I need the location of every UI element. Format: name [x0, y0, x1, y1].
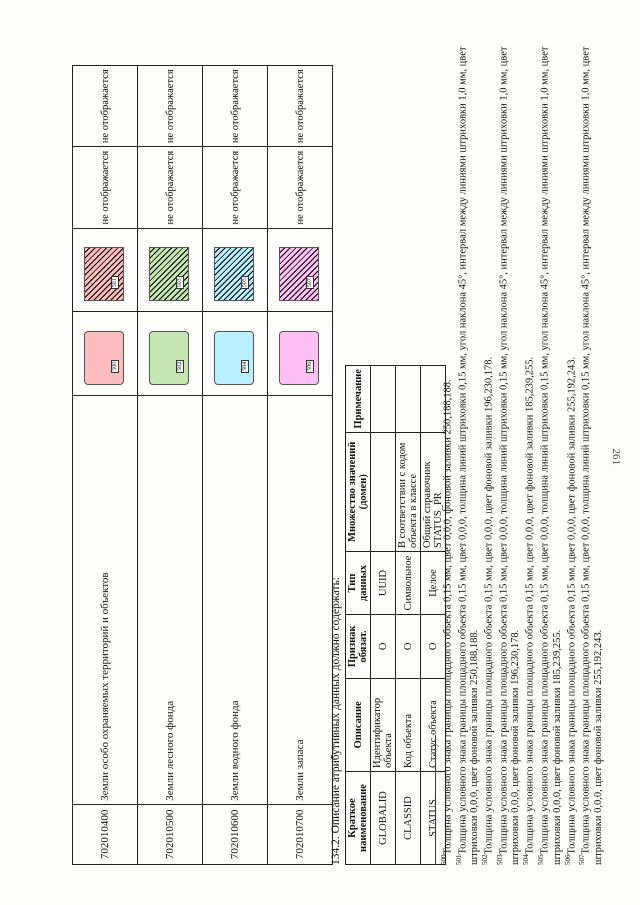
footnote-number: 504 — [522, 854, 531, 865]
fill-swatch — [149, 331, 189, 385]
table-cell: CLASSID — [396, 771, 421, 864]
footnote — [537, 5, 564, 865]
column-header: Краткое наименование — [346, 771, 371, 864]
hatch-symbol-cell — [203, 228, 268, 311]
footnote-text: Толщина условного знака границы площадного объекта 0,15 мм, цвет 0,0,0, цвет фоновой заливки 185,239,255. — [524, 356, 536, 855]
column-header: Множество значений (домен) — [346, 432, 371, 551]
hatch-symbol-cell — [138, 228, 203, 311]
not-displayed: не отображается — [73, 147, 138, 228]
object-code: 702010700 — [268, 804, 333, 864]
attribute-table — [345, 365, 446, 865]
footnote-ref: 502 — [177, 361, 183, 371]
table-cell: Код объекта — [396, 678, 421, 771]
attr-intro: 134.2. Описание атрибутивных данных должно содержать: — [330, 576, 342, 865]
footnote — [455, 5, 482, 865]
footnote-number: 500 — [440, 854, 448, 865]
footnote-ref: 507 — [307, 278, 313, 288]
footnote-rule — [435, 735, 436, 865]
table-cell: Целое — [421, 551, 446, 614]
table-cell — [396, 366, 421, 433]
table-cell — [371, 432, 396, 551]
table-cell: В соответствии с кодом объекта в классе — [396, 432, 421, 551]
footnote-text: Толщина условного знака границы площадного объекта 0,15 мм, цвет 0,0,0, цвет фоновой заливки 196,230,178. — [483, 356, 495, 855]
footnote-number: 507 — [578, 854, 587, 865]
page-number: 261 — [610, 448, 622, 465]
table-cell: STATUS — [421, 771, 446, 864]
footnote-text: Толщина условного знака границы площадного объекта 0,15 мм, цвет 0,0,0, цвет фоновой заливки 255,192,243. — [566, 356, 578, 855]
table-row — [268, 66, 333, 865]
symbol-table — [72, 65, 333, 865]
footnote-number: 506 — [563, 854, 572, 865]
hatch-swatch — [149, 247, 189, 301]
not-displayed: не отображается — [203, 147, 268, 228]
object-name: Земли водного фонда — [203, 395, 268, 804]
table-row — [138, 66, 203, 865]
object-code: 702010600 — [203, 804, 268, 864]
table-cell: UUID — [371, 551, 396, 614]
table-cell: Статус объекта — [421, 678, 446, 771]
table-cell — [371, 366, 396, 433]
table-cell: GLOBALID — [371, 771, 396, 864]
footnote-text: Толщина условного знака границы площадного объекта 0,15 мм, цвет 0,0,0, толщина линий штриховки 0,15 мм, угол наклона 45°, интервал между линиями штриховки 1,0 мм, цвет штриховки 0,0,0, цвет фоновой заливки 185,239,255. — [539, 46, 563, 865]
table-row — [73, 66, 138, 865]
object-code: 702010400 — [73, 804, 138, 864]
fill-swatch — [279, 331, 319, 385]
footnote — [496, 5, 523, 865]
footnote-text: Толщина условного знака границы площадного объекта 0,15 мм, цвет 0,0,0, толщина линий штриховки 0,15 мм, угол наклона 45°, интервал между линиями штриховки 1,0 мм, цвет штриховки 0,0,0, цвет фоновой заливки 255,192,243. — [580, 46, 604, 865]
table-row — [203, 66, 268, 865]
fill-symbol-cell — [73, 312, 138, 395]
not-displayed: не отображается — [73, 66, 138, 147]
table-cell: Символьное — [396, 551, 421, 614]
object-name: Земли запаса — [268, 395, 333, 804]
footnote — [440, 5, 455, 865]
not-displayed: не отображается — [138, 147, 203, 228]
object-name: Земли особо охраняемых территорий и объектов — [73, 395, 138, 804]
hatch-symbol-cell — [73, 228, 138, 311]
footnote-ref: 505 — [242, 278, 248, 288]
footnotes — [440, 5, 605, 865]
footnote — [481, 5, 496, 865]
fill-symbol-cell — [268, 312, 333, 395]
footnote — [564, 5, 579, 865]
table-cell: Общий справочник STATUS_PR — [421, 432, 446, 551]
column-header: Признак обязат. — [346, 615, 371, 679]
table-cell: Идентификатор объекта — [371, 678, 396, 771]
fill-swatch — [214, 331, 254, 385]
footnote-number: 503 — [495, 854, 504, 865]
fill-swatch — [84, 331, 124, 385]
object-name: Земли лесного фонда — [138, 395, 203, 804]
table-row — [371, 366, 396, 865]
footnote-text: Толщина условного знака границы площадного объекта 0,15 мм, цвет 0,0,0, толщина линий штриховки 0,15 мм, угол наклона 45°, интервал между линиями штриховки 1,0 мм, цвет штриховки 0,0,0, цвет фоновой заливки 250,188,188. — [457, 46, 481, 865]
object-code: 702010500 — [138, 804, 203, 864]
footnote-number: 501 — [454, 854, 463, 865]
footnote-ref: 500 — [112, 361, 118, 371]
footnote-ref: 504 — [242, 361, 248, 371]
fill-symbol-cell — [138, 312, 203, 395]
footnote-ref: 506 — [307, 361, 313, 371]
table-cell: О — [396, 615, 421, 679]
not-displayed: не отображается — [268, 66, 333, 147]
footnote-number: 505 — [536, 854, 545, 865]
not-displayed: не отображается — [268, 147, 333, 228]
hatch-swatch — [214, 247, 254, 301]
hatch-swatch — [279, 247, 319, 301]
footnote — [522, 5, 537, 865]
column-header: Примечание — [346, 366, 371, 433]
footnote-number: 502 — [481, 854, 490, 865]
table-cell: О — [421, 615, 446, 679]
footnote-ref: 503 — [177, 278, 183, 288]
table-row — [396, 366, 421, 865]
not-displayed: не отображается — [203, 66, 268, 147]
column-header: Описание — [346, 678, 371, 771]
footnote — [578, 5, 605, 865]
hatch-swatch — [84, 247, 124, 301]
not-displayed: не отображается — [138, 66, 203, 147]
column-header: Тип данных — [346, 551, 371, 614]
footnote-ref: 501 — [112, 278, 118, 288]
footnote-text: Толщина условного знака границы площадного объекта 0,15 мм, цвет 0,0,0, толщина линий штриховки 0,15 мм, угол наклона 45°, интервал между линиями штриховки 1,0 мм, цвет штриховки 0,0,0, цвет фоновой заливки 196,230,178. — [498, 46, 522, 865]
footnote-text: Толщина условного знака границы площадного объекта 0,15 мм, цвет 0,0,0, фоновой заливки 250,188,188. — [442, 379, 454, 855]
hatch-symbol-cell — [268, 228, 333, 311]
fill-symbol-cell — [203, 312, 268, 395]
table-cell: О — [371, 615, 396, 679]
